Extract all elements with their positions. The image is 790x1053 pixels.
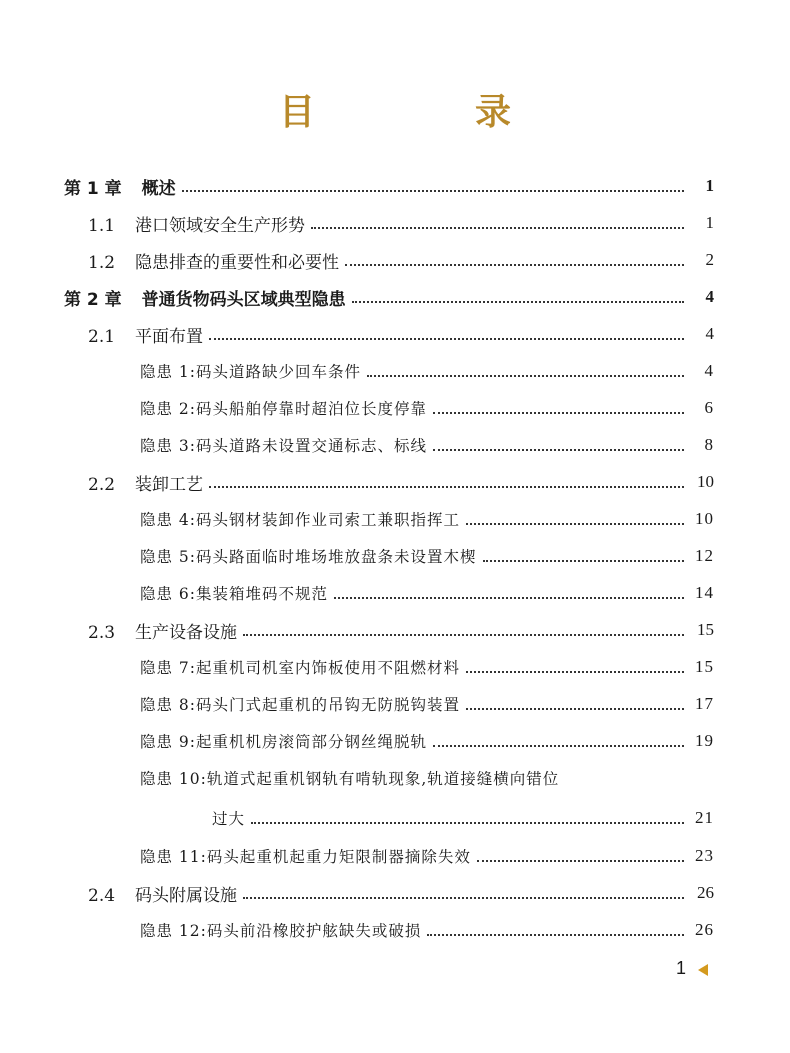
toc-number: 2.2 [88, 474, 116, 495]
toc-hazard-10-continued[interactable] [212, 800, 714, 836]
leader-dots [466, 522, 684, 525]
toc-hazard-1[interactable] [140, 353, 714, 389]
toc-number: 2.4 [88, 885, 116, 906]
toc-section-2-2[interactable] [88, 464, 714, 500]
toc-hazard-11[interactable] [140, 838, 714, 874]
leader-dots [477, 859, 684, 862]
toc-text: 概述 [141, 178, 176, 199]
toc-section-2-4[interactable] [88, 875, 714, 911]
leader-dots [433, 448, 684, 451]
toc-text: 隐患 10:轨道式起重机钢轨有啃轨现象,轨道接缝横向错位 [140, 770, 560, 788]
toc-text: 隐患 9:起重机机房滚筒部分钢丝绳脱轨 [140, 733, 428, 751]
leader-dots [466, 670, 684, 673]
toc-text: 港口领域安全生产形势 [135, 215, 306, 236]
leader-dots [345, 263, 684, 266]
toc-hazard-2[interactable] [140, 390, 714, 426]
toc-text: 隐患 12:码头前沿橡胶护舷缺失或破损 [140, 922, 422, 940]
toc-section-2-1[interactable] [88, 316, 714, 352]
toc-text: 隐患排查的重要性和必要性 [135, 252, 340, 273]
toc-number: 2.1 [88, 326, 116, 347]
page-number: 1 [676, 958, 687, 978]
toc-number: 1.1 [88, 215, 116, 236]
leader-dots [243, 633, 684, 636]
toc-page: 26 [695, 920, 714, 939]
toc-text: 隐患 4:码头钢材装卸作业司索工兼职指挥工 [140, 511, 461, 529]
leader-dots [427, 933, 684, 936]
toc-hazard-7[interactable] [140, 649, 714, 685]
toc-chapter-1[interactable] [64, 168, 714, 204]
toc-page: 26 [697, 883, 714, 902]
toc-text: 码头附属设施 [135, 885, 238, 906]
toc-section-1-1[interactable] [88, 205, 714, 241]
toc-hazard-10[interactable] [140, 760, 714, 796]
toc-page: 14 [695, 583, 714, 602]
toc-text: 隐患 6:集装箱堆码不规范 [140, 585, 329, 603]
toc-page: 19 [695, 731, 714, 750]
toc-text: 隐患 2:码头船舶停靠时超泊位长度停靠 [140, 400, 428, 418]
toc-page: 4 [705, 324, 714, 343]
toc-page: 10 [695, 509, 714, 528]
leader-dots [182, 189, 684, 192]
toc-number: 第 1 章 [64, 178, 122, 199]
leader-dots [311, 226, 684, 229]
toc-hazard-5[interactable] [140, 538, 714, 574]
toc-text: 隐患 5:码头路面临时堆场堆放盘条未设置木楔 [140, 548, 477, 566]
toc-text: 隐患 11:码头起重机起重力矩限制器摘除失效 [140, 848, 471, 866]
toc-page: 15 [697, 620, 714, 639]
toc-page: 21 [695, 808, 714, 827]
toc-hazard-9[interactable] [140, 723, 714, 759]
toc-hazard-12[interactable] [140, 912, 714, 948]
leader-dots [433, 744, 684, 747]
toc-number: 1.2 [88, 252, 116, 273]
leader-dots [433, 411, 684, 414]
toc-text: 装卸工艺 [135, 474, 204, 495]
toc-chapter-2[interactable] [64, 279, 714, 315]
toc-text: 隐患 1:码头道路缺少回车条件 [140, 363, 362, 381]
toc-text: 隐患 8:码头门式起重机的吊钩无防脱钩装置 [140, 696, 461, 714]
toc-section-1-2[interactable] [88, 242, 714, 278]
toc-page: 1 [705, 213, 714, 232]
page-title: 目 录 [278, 91, 573, 133]
leader-dots [352, 300, 684, 303]
toc-text: 平面布置 [135, 326, 204, 347]
toc-text: 过大 [212, 810, 246, 828]
leader-dots [251, 821, 684, 824]
toc-page: 6 [704, 398, 714, 417]
toc-hazard-3[interactable] [140, 427, 714, 463]
toc-hazard-8[interactable] [140, 686, 714, 722]
toc-page: 4 [704, 361, 714, 380]
toc-hazard-4[interactable] [140, 501, 714, 537]
toc-page: 2 [705, 250, 714, 269]
toc-page: 12 [695, 546, 714, 565]
left-triangle-icon [698, 964, 708, 976]
toc-page: 17 [695, 694, 714, 713]
leader-dots [209, 485, 684, 488]
leader-dots [466, 707, 684, 710]
toc-page: 15 [695, 657, 714, 676]
toc-section-2-3[interactable] [88, 612, 714, 648]
toc-page: 4 [705, 287, 714, 306]
toc-text: 隐患 3:码头道路未设置交通标志、标线 [140, 437, 428, 455]
toc-text: 生产设备设施 [135, 622, 238, 643]
toc-hazard-6[interactable] [140, 575, 714, 611]
leader-dots [243, 896, 684, 899]
toc-number: 2.3 [88, 622, 116, 643]
toc-text: 隐患 7:起重机司机室内饰板使用不阻燃材料 [140, 659, 461, 677]
leader-dots [334, 596, 684, 599]
leader-dots [483, 559, 684, 562]
toc-page: 1 [705, 176, 714, 195]
toc-page: 10 [697, 472, 714, 491]
toc-text: 普通货物码头区域典型隐患 [141, 289, 346, 310]
leader-dots [209, 337, 684, 340]
toc-number: 第 2 章 [64, 289, 122, 310]
toc-page: 23 [695, 846, 714, 865]
leader-dots [367, 374, 684, 377]
toc-page: 8 [704, 435, 714, 454]
